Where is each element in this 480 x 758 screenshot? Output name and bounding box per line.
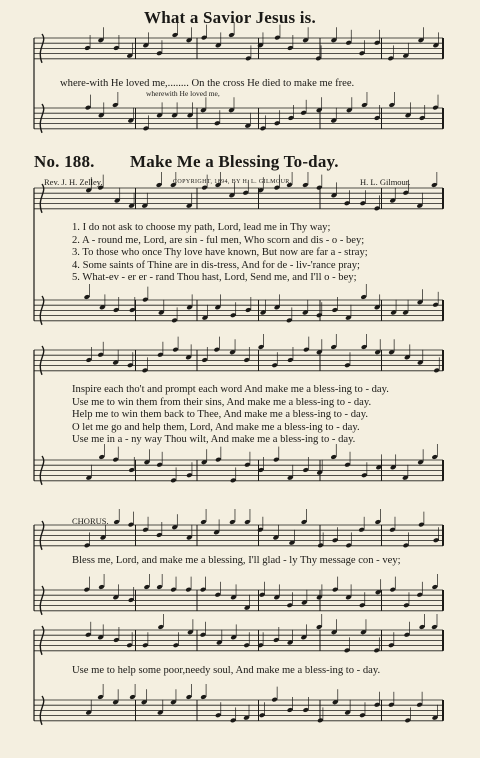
verses-first-line [72,222,368,285]
previous-hymn-title: What a Savior Jesus is. [144,8,316,27]
verse-line: 2. A - round me, Lord, are sin - ful men, Who scorn and dis - o - bey; [72,234,365,246]
copyright-notice: COPYRIGHT, 1894, BY H. L. GILMOUR. [173,179,292,185]
chorus-line-2: Use me to help some poor,needy soul, And make me a bless-ing to - day. [72,665,381,676]
composer: H. L. Gilmour. [360,177,411,187]
verse-line: Use me to win them from their sins, And make me a bless-ing to - day. [72,396,372,408]
verse-line: Use me in a - ny way Thou wilt, And make me a bless-ing to - day. [72,434,356,446]
previous-hymn-sublyric: wherewith He loved me, [146,89,220,98]
verses-second-line [72,384,389,447]
verse-line: O let me go and help them, Lord, And make me a bless-ing to - day. [72,421,360,433]
verse-line: 4. Some saints of Thine are in dis-tress, And for de - liv-'rance pray; [72,259,360,271]
verse-line: 5. What-ev - er er - rand Thou hast, Lord, Send me, and I'll o - bey; [72,272,357,284]
verse-line: 3. To those who once Thy love have known, But now are far a - stray; [72,247,368,259]
hymn-number: No. 188. [34,152,95,171]
lyricist: Rev. J. H. Zelley. [44,177,103,187]
verse-line: Inspire each tho't and prompt each word And make me a bless-ing to - day. [72,384,389,395]
verse-line: Help me to win them back to Thee, And make me a bless-ing to - day. [72,409,368,421]
chorus-label: CHORUS. [72,516,109,526]
chorus-line-1: Bless me, Lord, and make me a blessing, I'll glad - ly Thy message con - vey; [72,555,401,566]
previous-hymn-lyric: where-with He loved me,........ On the cross He died to make me free. [60,78,355,89]
verse-line: 1. I do not ask to choose my path, Lord, lead me in Thy way; [72,222,331,233]
hymn-title: Make Me a Blessing To-day. [130,152,339,171]
